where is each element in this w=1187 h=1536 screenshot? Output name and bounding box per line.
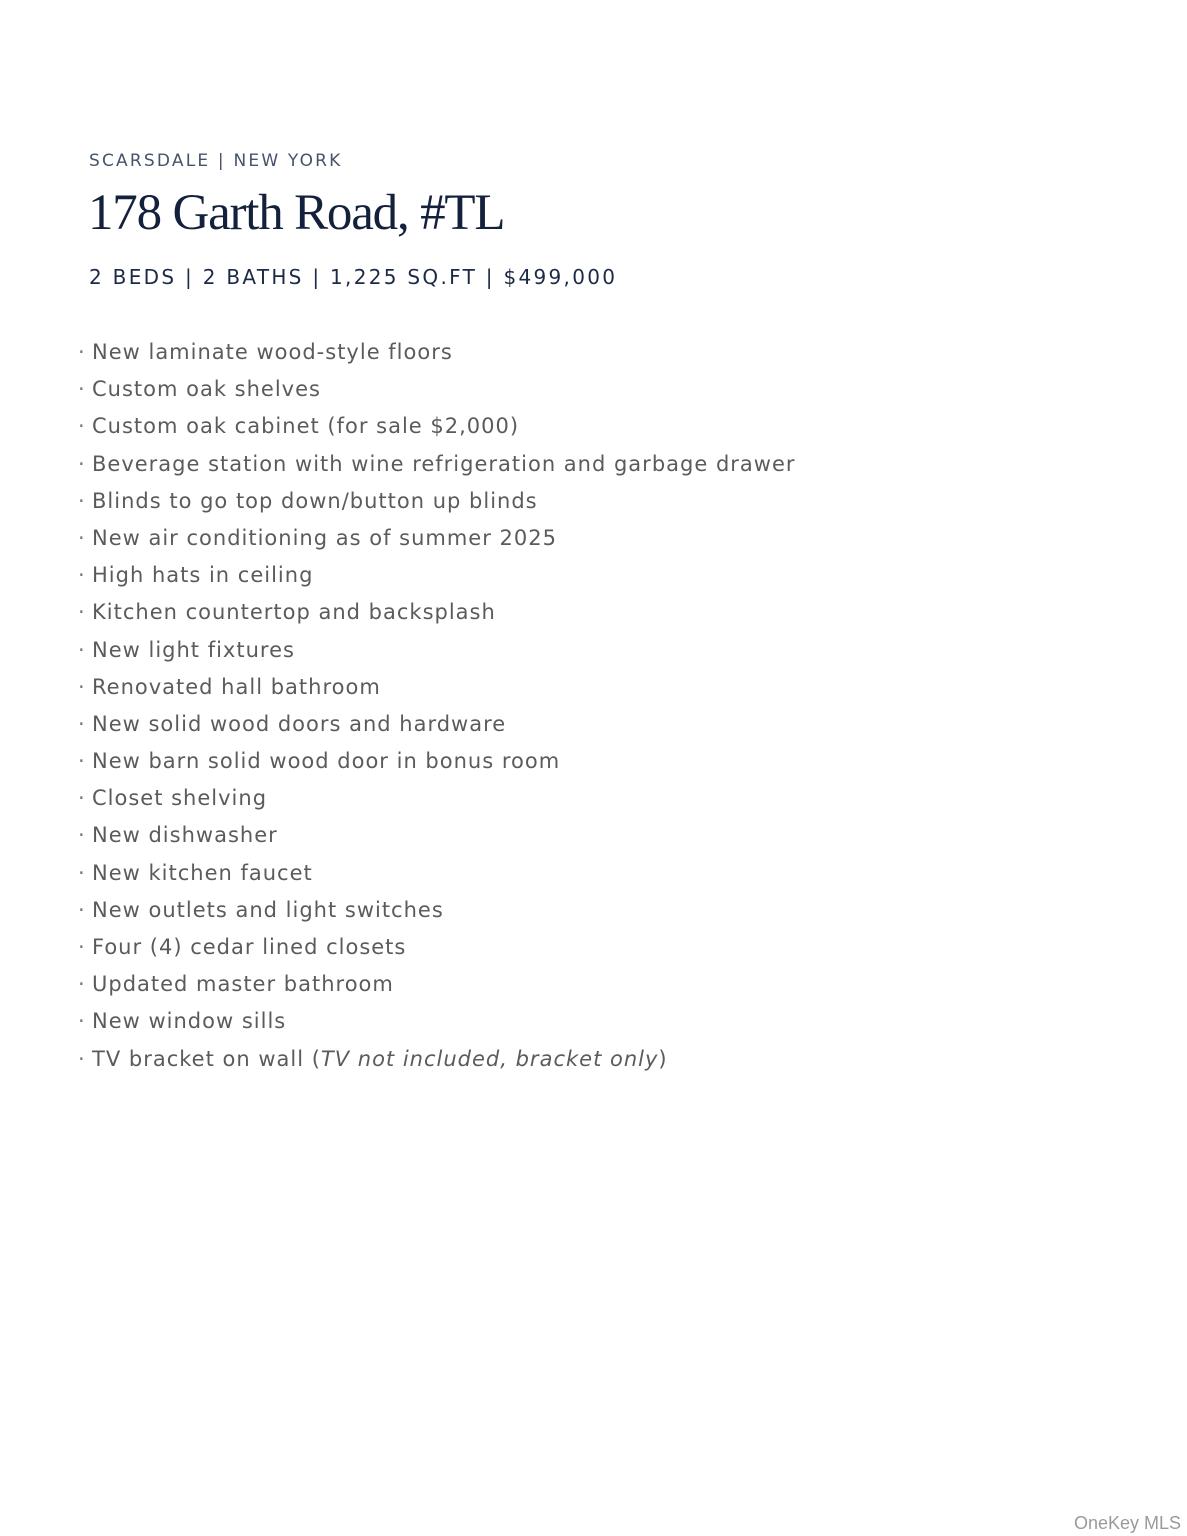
bullet-icon: · <box>78 1009 86 1034</box>
feature-item <box>78 336 796 373</box>
property-title: 178 Garth Road, #TL <box>88 185 505 241</box>
feature-item <box>78 819 796 856</box>
feature-text: Four (4) cedar lined closets <box>92 935 407 959</box>
feature-item <box>78 931 796 968</box>
feature-item <box>78 857 796 894</box>
feature-text: Beverage station with wine refrigeration and garbage drawer <box>92 451 796 476</box>
bullet-icon: · <box>78 488 86 513</box>
feature-text: New dishwasher <box>92 823 278 848</box>
bullet-icon: · <box>78 897 86 922</box>
bullet-icon: · <box>78 563 86 588</box>
bullet-icon: · <box>78 786 86 811</box>
feature-text: High hats in ceiling <box>92 563 314 588</box>
feature-text: New laminate wood-style floors <box>92 340 453 364</box>
onekey-mls-watermark: OneKey MLS <box>1073 1513 1181 1533</box>
bullet-icon: · <box>78 525 86 550</box>
bullet-icon: · <box>78 823 86 848</box>
feature-text: TV bracket on wall ( <box>92 1046 321 1071</box>
feature-item <box>78 410 796 447</box>
feature-item <box>78 373 796 410</box>
feature-text: New air conditioning as of summer 2025 <box>92 525 557 550</box>
feature-item <box>78 745 796 782</box>
bullet-icon: · <box>78 600 86 625</box>
feature-note: TV not included, bracket only <box>320 1046 659 1071</box>
feature-item <box>78 968 796 1005</box>
feature-text: Updated master bathroom <box>92 972 394 997</box>
feature-item <box>78 894 796 931</box>
feature-item <box>78 596 796 633</box>
bullet-icon: · <box>78 637 86 662</box>
feature-item <box>78 485 796 522</box>
feature-text: New kitchen faucet <box>92 860 313 885</box>
feature-text: Custom oak shelves <box>92 377 321 402</box>
feature-text: Closet shelving <box>92 786 268 811</box>
feature-text-close: ) <box>658 1046 668 1071</box>
feature-item <box>78 708 796 745</box>
bullet-icon: · <box>78 860 86 885</box>
feature-text: New light fixtures <box>92 637 295 662</box>
feature-item <box>78 671 796 708</box>
bullet-icon: · <box>78 972 86 997</box>
bullet-icon: · <box>78 749 86 774</box>
feature-item <box>78 634 796 671</box>
feature-text: Kitchen countertop and backsplash <box>92 600 496 625</box>
feature-text: New outlets and light switches <box>92 897 444 922</box>
feature-list <box>78 336 796 1080</box>
bullet-icon: · <box>78 711 86 736</box>
feature-text: New solid wood doors and hardware <box>92 711 507 736</box>
feature-text: New barn solid wood door in bonus room <box>92 749 561 774</box>
property-specs: 2 BEDS | 2 BATHS | 1,225 SQ.FT | $499,000 <box>89 265 618 289</box>
feature-text: Renovated hall bathroom <box>92 674 381 699</box>
bullet-icon: · <box>78 674 86 699</box>
feature-item <box>78 522 796 559</box>
feature-item <box>78 448 796 485</box>
feature-item <box>78 782 796 819</box>
bullet-icon: · <box>78 451 86 476</box>
bullet-icon: · <box>78 377 86 402</box>
feature-text: New window sills <box>92 1009 287 1034</box>
feature-item <box>78 559 796 596</box>
location-label: SCARSDALE | NEW YORK <box>89 151 343 171</box>
bullet-icon: · <box>78 1046 86 1071</box>
bullet-icon: · <box>78 414 86 439</box>
feature-item <box>78 1005 796 1042</box>
feature-text: Custom oak cabinet (for sale $2,000) <box>92 414 520 439</box>
feature-text: Blinds to go top down/button up blinds <box>92 488 538 513</box>
feature-item-tv-bracket <box>78 1043 796 1080</box>
bullet-icon: · <box>78 340 86 364</box>
bullet-icon: · <box>78 935 86 959</box>
